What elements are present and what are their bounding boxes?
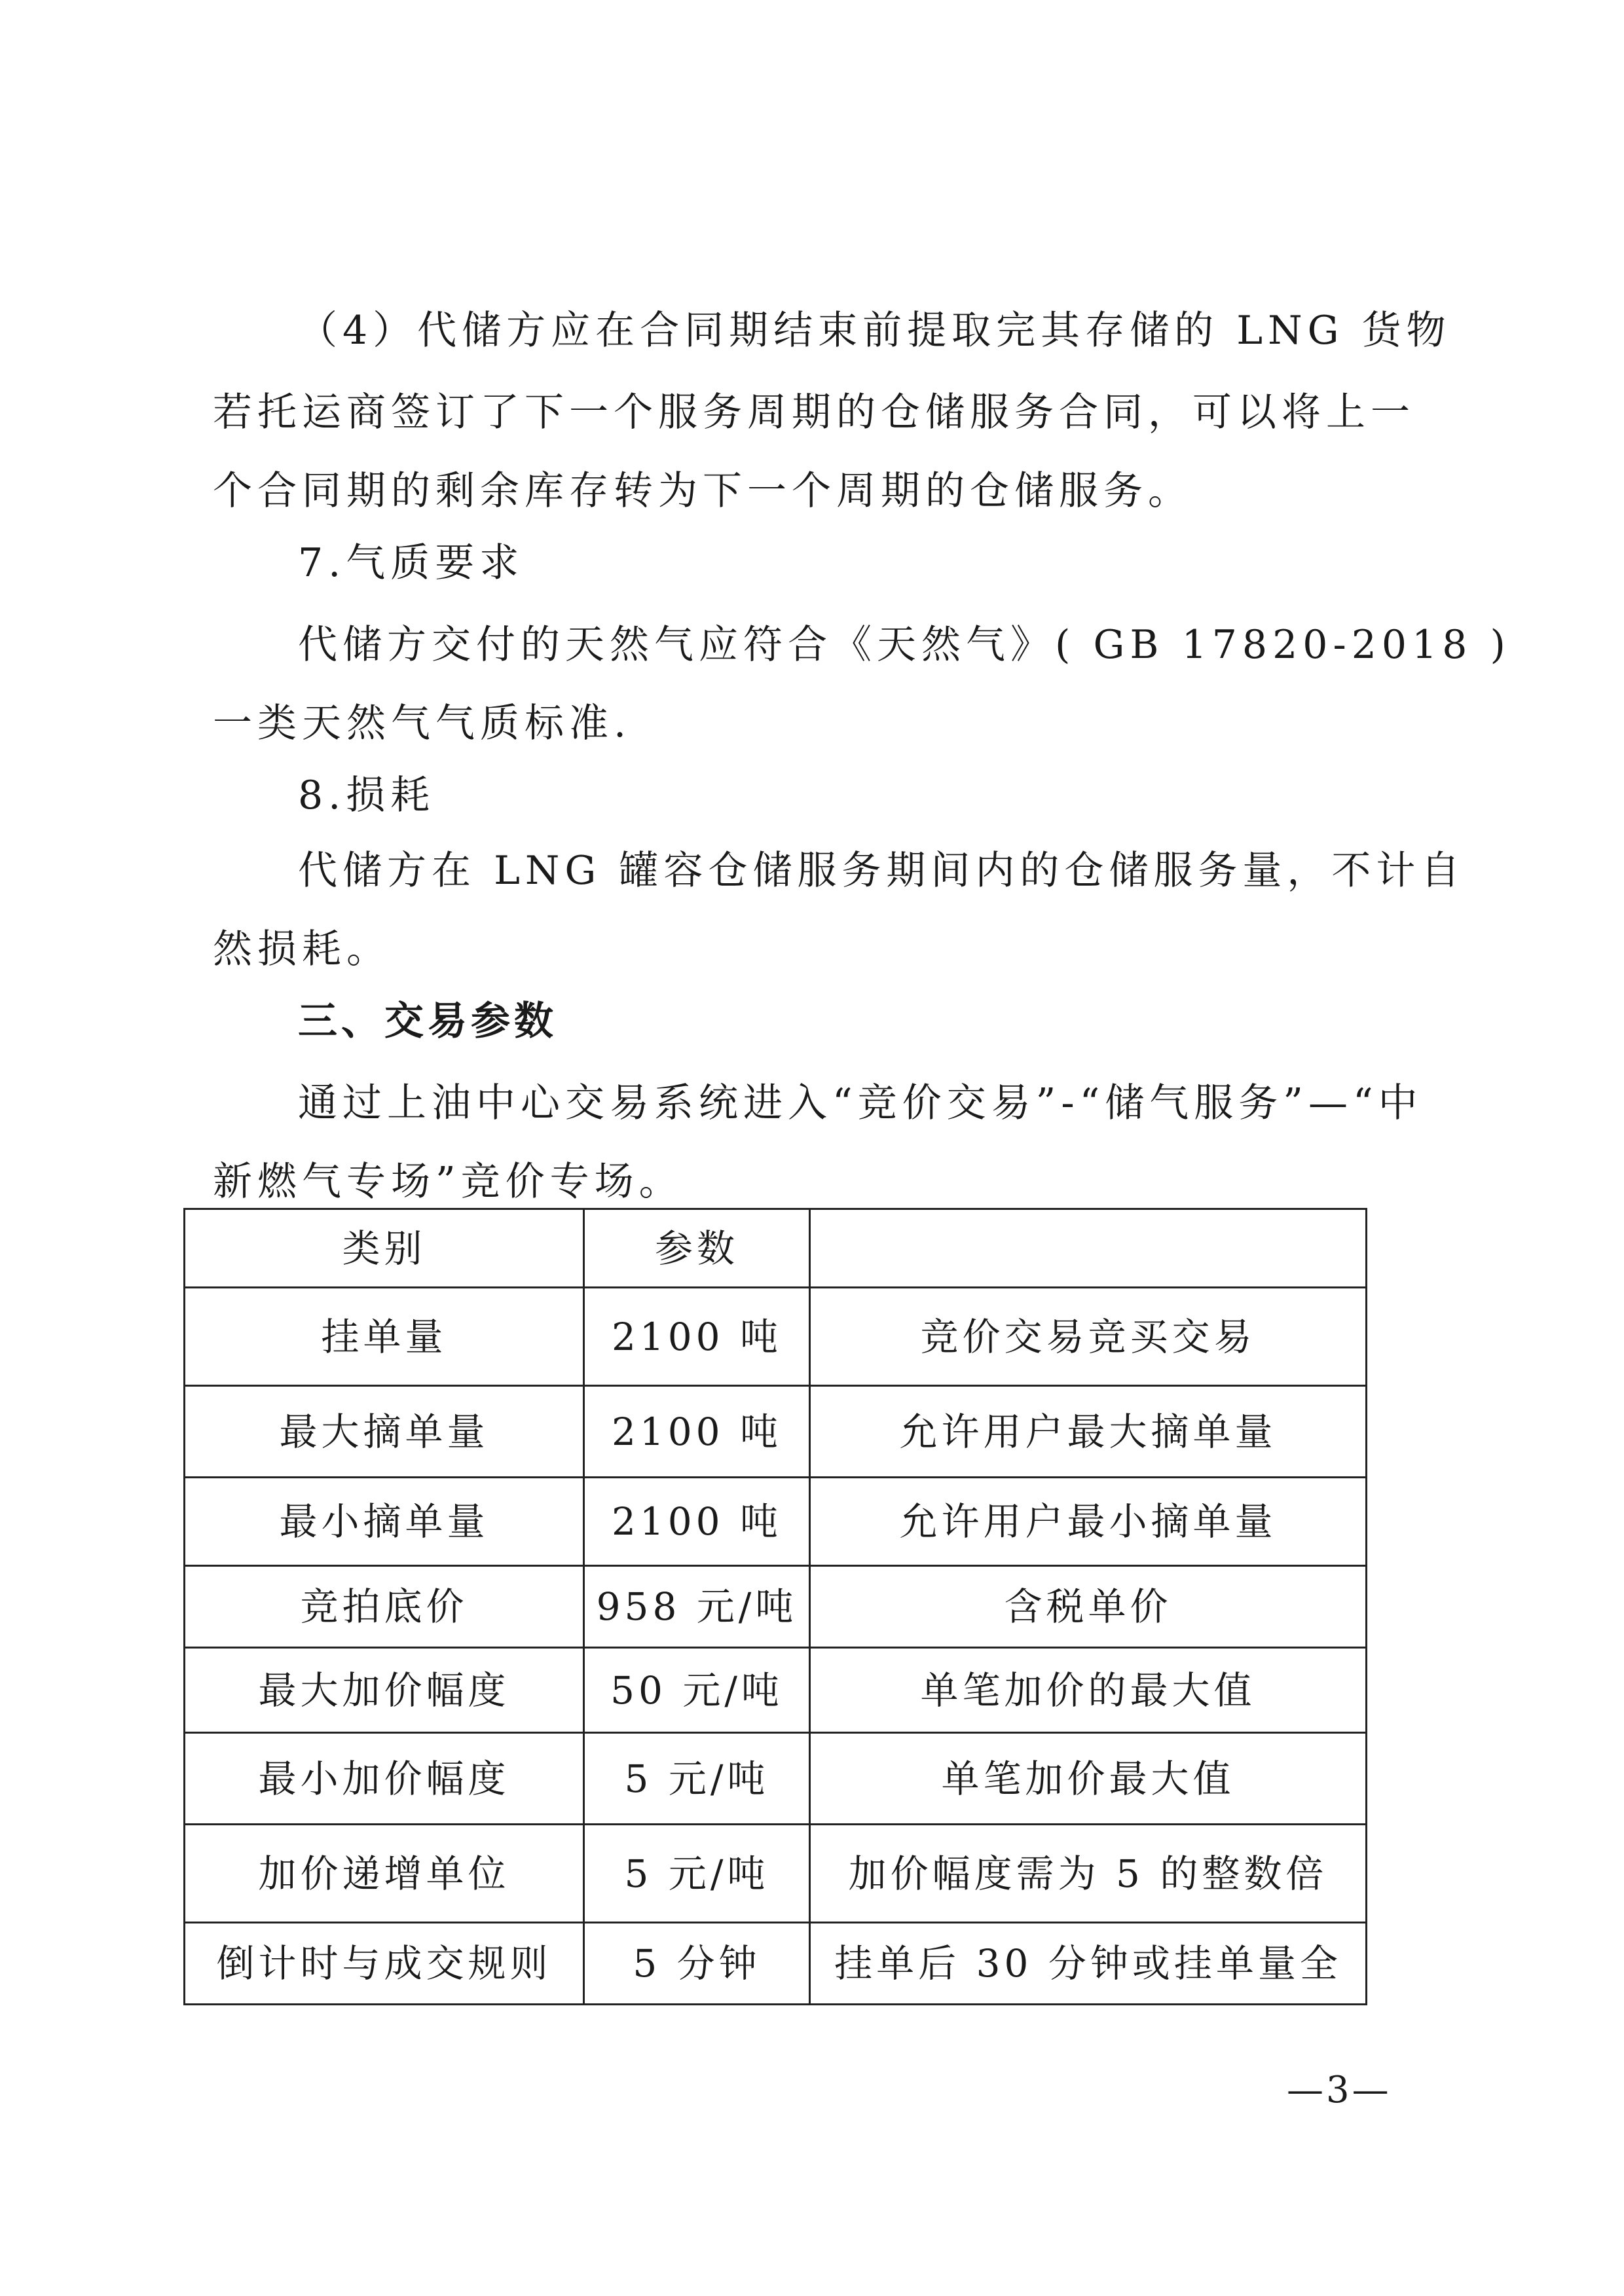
table-cell-value: 958 元/吨 [584,1566,810,1648]
section-7-title: 7.气质要求 [298,540,525,586]
table-cell-note: 挂单后 30 分钟或挂单量全 [810,1923,1367,2005]
header-note [810,1209,1367,1288]
table-cell-value: 5 分钟 [584,1923,810,2005]
table-cell-value: 2100 吨 [584,1386,810,1478]
section-8-line-2: 然损耗。 [213,926,391,972]
section-3-heading: 三、交易参数 [298,998,557,1044]
table-cell-category: 最大摘单量 [185,1386,584,1478]
section-8-title: 8.损耗 [298,773,435,818]
table-cell-category: 最大加价幅度 [185,1648,584,1733]
table-cell-value: 50 元/吨 [584,1648,810,1733]
table-cell-note: 含税单价 [810,1566,1367,1648]
table-row [185,1733,1367,1825]
table-cell-note: 允许用户最小摘单量 [810,1478,1367,1566]
table-cell-note: 允许用户最大摘单量 [810,1386,1367,1478]
section-7-line-2: 一类天然气气质标准. [213,701,632,746]
table-cell-value: 5 元/吨 [584,1733,810,1825]
header-category: 类别 [185,1209,584,1288]
table-cell-category: 最小加价幅度 [185,1733,584,1825]
header-parameter: 参数 [584,1209,810,1288]
table-cell-category: 最小摘单量 [185,1478,584,1566]
table-cell-note: 竞价交易竞买交易 [810,1288,1367,1386]
table-cell-note: 加价幅度需为 5 的整数倍 [810,1825,1367,1923]
section-7-line-1: 代储方交付的天然气应符合《天然气》( GB 17820-2018 ) [298,622,1511,668]
table-row [185,1386,1367,1478]
table-row [185,1478,1367,1566]
table-cell-value: 5 元/吨 [584,1825,810,1923]
table-cell-note: 单笔加价的最大值 [810,1648,1367,1733]
table-cell-value: 2100 吨 [584,1478,810,1566]
table-row [185,1288,1367,1386]
section-8-line-1: 代储方在 LNG 罐容仓储服务期间内的仓储服务量，不计自 [298,848,1466,894]
table-row [185,1566,1367,1648]
paragraph-4-line-2: 若托运商签订了下一个服务周期的仓储服务合同，可以将上一 [213,390,1415,435]
table-cell-value: 2100 吨 [584,1288,810,1386]
table-header-row [185,1209,1367,1288]
table-row [185,1825,1367,1923]
table-row [185,1923,1367,2005]
paragraph-4-line-1: （4）代储方应在合同期结束前提取完其存储的 LNG 货物 [298,308,1451,354]
table-row [185,1648,1367,1733]
trading-parameters-table [183,1208,1367,2005]
page-number: —3— [1287,2069,1392,2111]
table-cell-category: 加价递增单位 [185,1825,584,1923]
table-cell-category: 倒计时与成交规则 [185,1923,584,2005]
section-3-line-1: 通过上油中心交易系统进入“竞价交易”-“储气服务”—“中 [298,1080,1423,1126]
table-cell-note: 单笔加价最大值 [810,1733,1367,1825]
paragraph-4-line-3: 个合同期的剩余库存转为下一个周期的仓储服务。 [213,468,1192,514]
section-3-line-2: 新燃气专场”竞价专场。 [213,1159,684,1205]
table-cell-category: 挂单量 [185,1288,584,1386]
table-cell-category: 竞拍底价 [185,1566,584,1648]
